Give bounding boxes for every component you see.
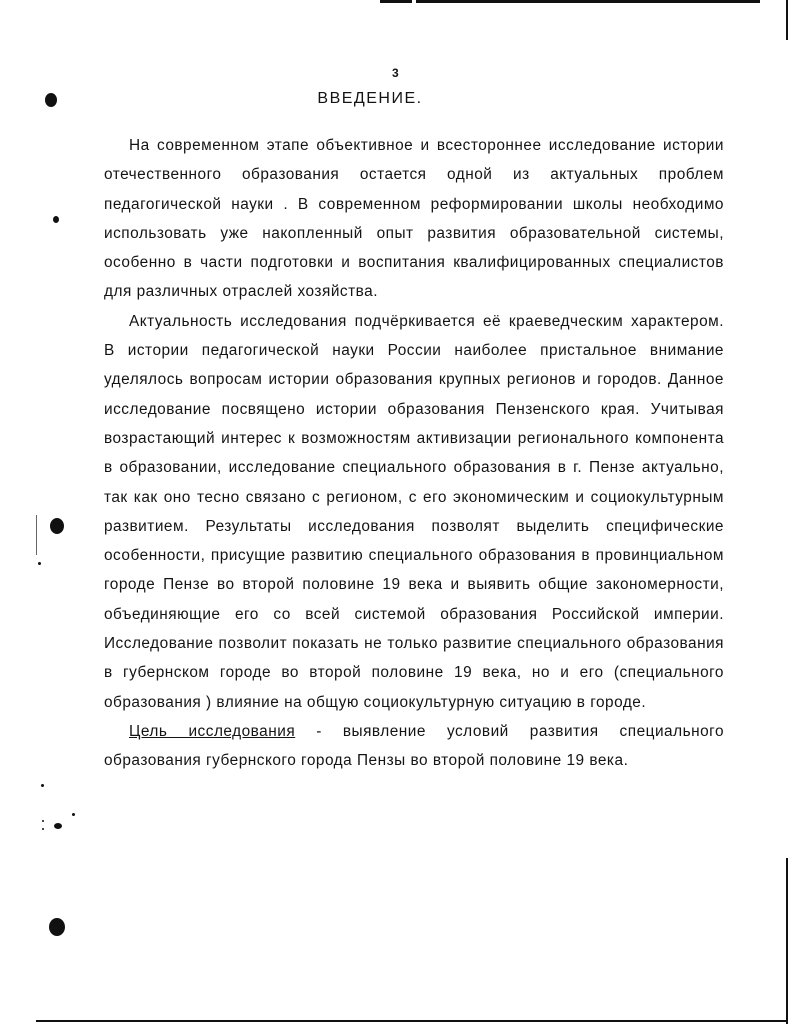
goal-text: - выявление условий развития специального образования губернского города Пензы во второй половине 19 века. bbox=[104, 722, 725, 770]
page-number: 3 bbox=[392, 66, 399, 80]
scan-margin-line bbox=[36, 515, 37, 555]
scan-speck-1 bbox=[53, 216, 59, 223]
section-heading-text: ВВЕДЕНИЕ. bbox=[317, 90, 423, 107]
scan-edge-top bbox=[380, 0, 760, 3]
scan-speck-4 bbox=[54, 823, 62, 829]
scan-speck-3 bbox=[41, 784, 44, 787]
scan-edge-right-top bbox=[786, 0, 788, 40]
scan-speck-6 bbox=[42, 828, 44, 830]
scan-speck-5 bbox=[42, 820, 44, 822]
scan-edge-gap bbox=[412, 0, 416, 3]
goal-label: Цель исследования bbox=[129, 722, 296, 740]
scan-edge-bottom bbox=[36, 1020, 788, 1022]
punch-hole-mark-3 bbox=[49, 918, 65, 936]
section-heading bbox=[0, 90, 740, 108]
punch-hole-mark-2 bbox=[50, 518, 64, 534]
scan-speck-7 bbox=[72, 813, 75, 816]
paragraph-goal bbox=[104, 717, 724, 776]
paragraph-intro: На современном этапе объективное и всестороннее исследование истории отечественного образования остается одной из актуальных проблем педагогической науки . В современном реформировании школы необходимо использовать уже накопленный опыт развития образовательной системы, особенно в части подготовки и воспитания квалифицированных специалистов для различных отраслей хозяйства. bbox=[104, 137, 724, 301]
scan-edge-right-bottom bbox=[786, 858, 788, 1024]
body-text bbox=[104, 131, 724, 776]
paragraph-relevance: Актуальность исследования подчёркивается её краеведческим характером. В истории педагогической науки России наиболее пристальное внимание уделялось вопросам истории образования крупных регионов и городов. Данное исследование посвящено истории образования Пензенского края. Учитывая возрастающий интерес к возможностям активизации регионального компонента в образовании, исследование специального образования в г. Пензе актуально, так как оно тесно связано с регионом, с его экономическим и социокультурным развитием. Результаты исследования позволят выделить специфические особенности, присущие развитию специального образования в провинциальном городе Пензе во второй половине 19 века и выявить общие закономерности, объединяющие его со всей системой образования Российской империи. Исследование позволит показать не только развитие специального образования в губернском городе во второй половине 19 века, но и его (специального образования ) влияние на общую социокультурную ситуацию в городе. bbox=[104, 312, 724, 711]
scan-speck-2 bbox=[38, 562, 41, 565]
